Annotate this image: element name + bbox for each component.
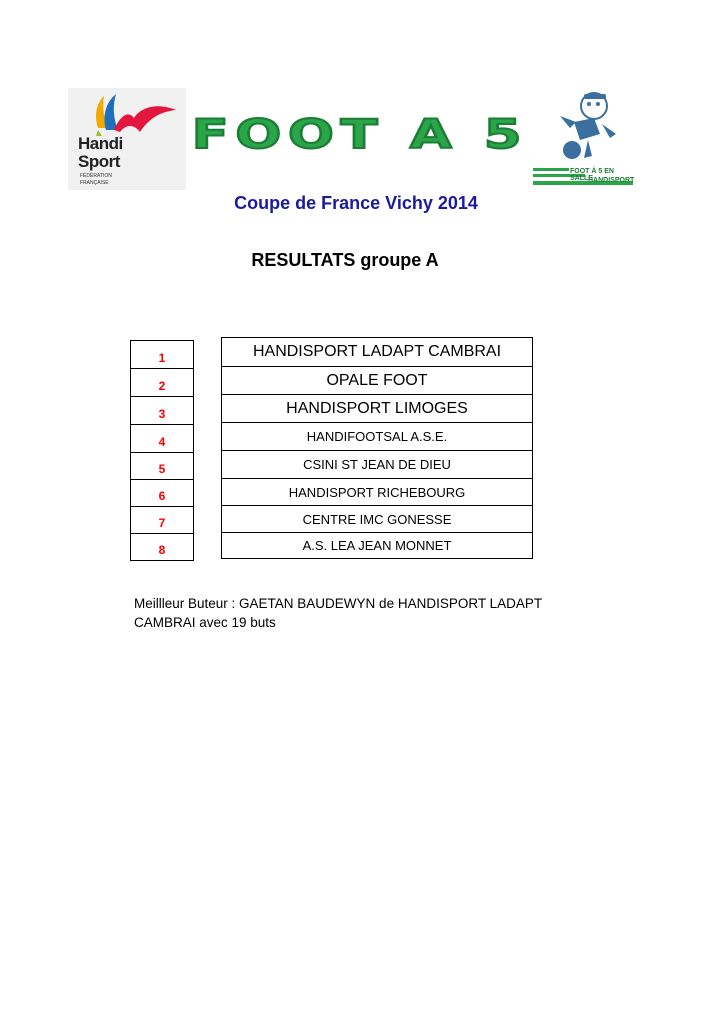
logo-bar <box>533 168 569 171</box>
team-cell: HANDIFOOTSAL A.S.E. <box>222 423 532 451</box>
top-scorer-line: CAMBRAI avec 19 buts <box>134 615 276 630</box>
team-cell: HANDISPORT LADAPT CAMBRAI <box>222 338 532 367</box>
team-cell: A.S. LEA JEAN MONNET <box>222 533 532 559</box>
rank-column <box>130 340 194 561</box>
logo-text-sport: Sport <box>78 152 120 171</box>
page-title: FOOT A 5 <box>191 112 529 158</box>
team-cell: CSINI ST JEAN DE DIEU <box>222 451 532 479</box>
logo-text-handi: Handi <box>78 134 123 153</box>
rank-cell: 6 <box>131 480 193 507</box>
team-cell: HANDISPORT LIMOGES <box>222 395 532 423</box>
team-column <box>221 337 533 559</box>
foot-a-5-mascot-icon <box>530 88 636 166</box>
rank-cell: 3 <box>131 397 193 425</box>
rank-cell: 7 <box>131 507 193 534</box>
logo-text-francaise: FRANÇAISE <box>80 180 109 186</box>
top-scorer-line: Meillleur Buteur : GAETAN BAUDEWYN de HANDISPORT LADAPT <box>134 596 543 611</box>
rank-cell: 1 <box>131 341 193 369</box>
rank-cell: 5 <box>131 453 193 480</box>
rank-cell: 4 <box>131 425 193 453</box>
foot-a-5-logo <box>530 88 636 188</box>
event-subtitle: Coupe de France Vichy 2014 <box>234 193 478 213</box>
section-title: RESULTATS groupe A <box>251 250 439 270</box>
logo-text-handisport: HANDISPORT <box>588 177 635 184</box>
rank-cell: 2 <box>131 369 193 397</box>
top-scorer-note <box>134 594 604 632</box>
team-cell: CENTRE IMC GONESSE <box>222 506 532 533</box>
logo-text-federation: FÉDÉRATION <box>80 173 112 179</box>
team-cell: OPALE FOOT <box>222 367 532 395</box>
rank-cell: 8 <box>131 534 193 561</box>
logo-text-foot-en-salle: FOOT À 5 EN SALLE <box>570 168 614 182</box>
team-cell: HANDISPORT RICHEBOURG <box>222 479 532 506</box>
